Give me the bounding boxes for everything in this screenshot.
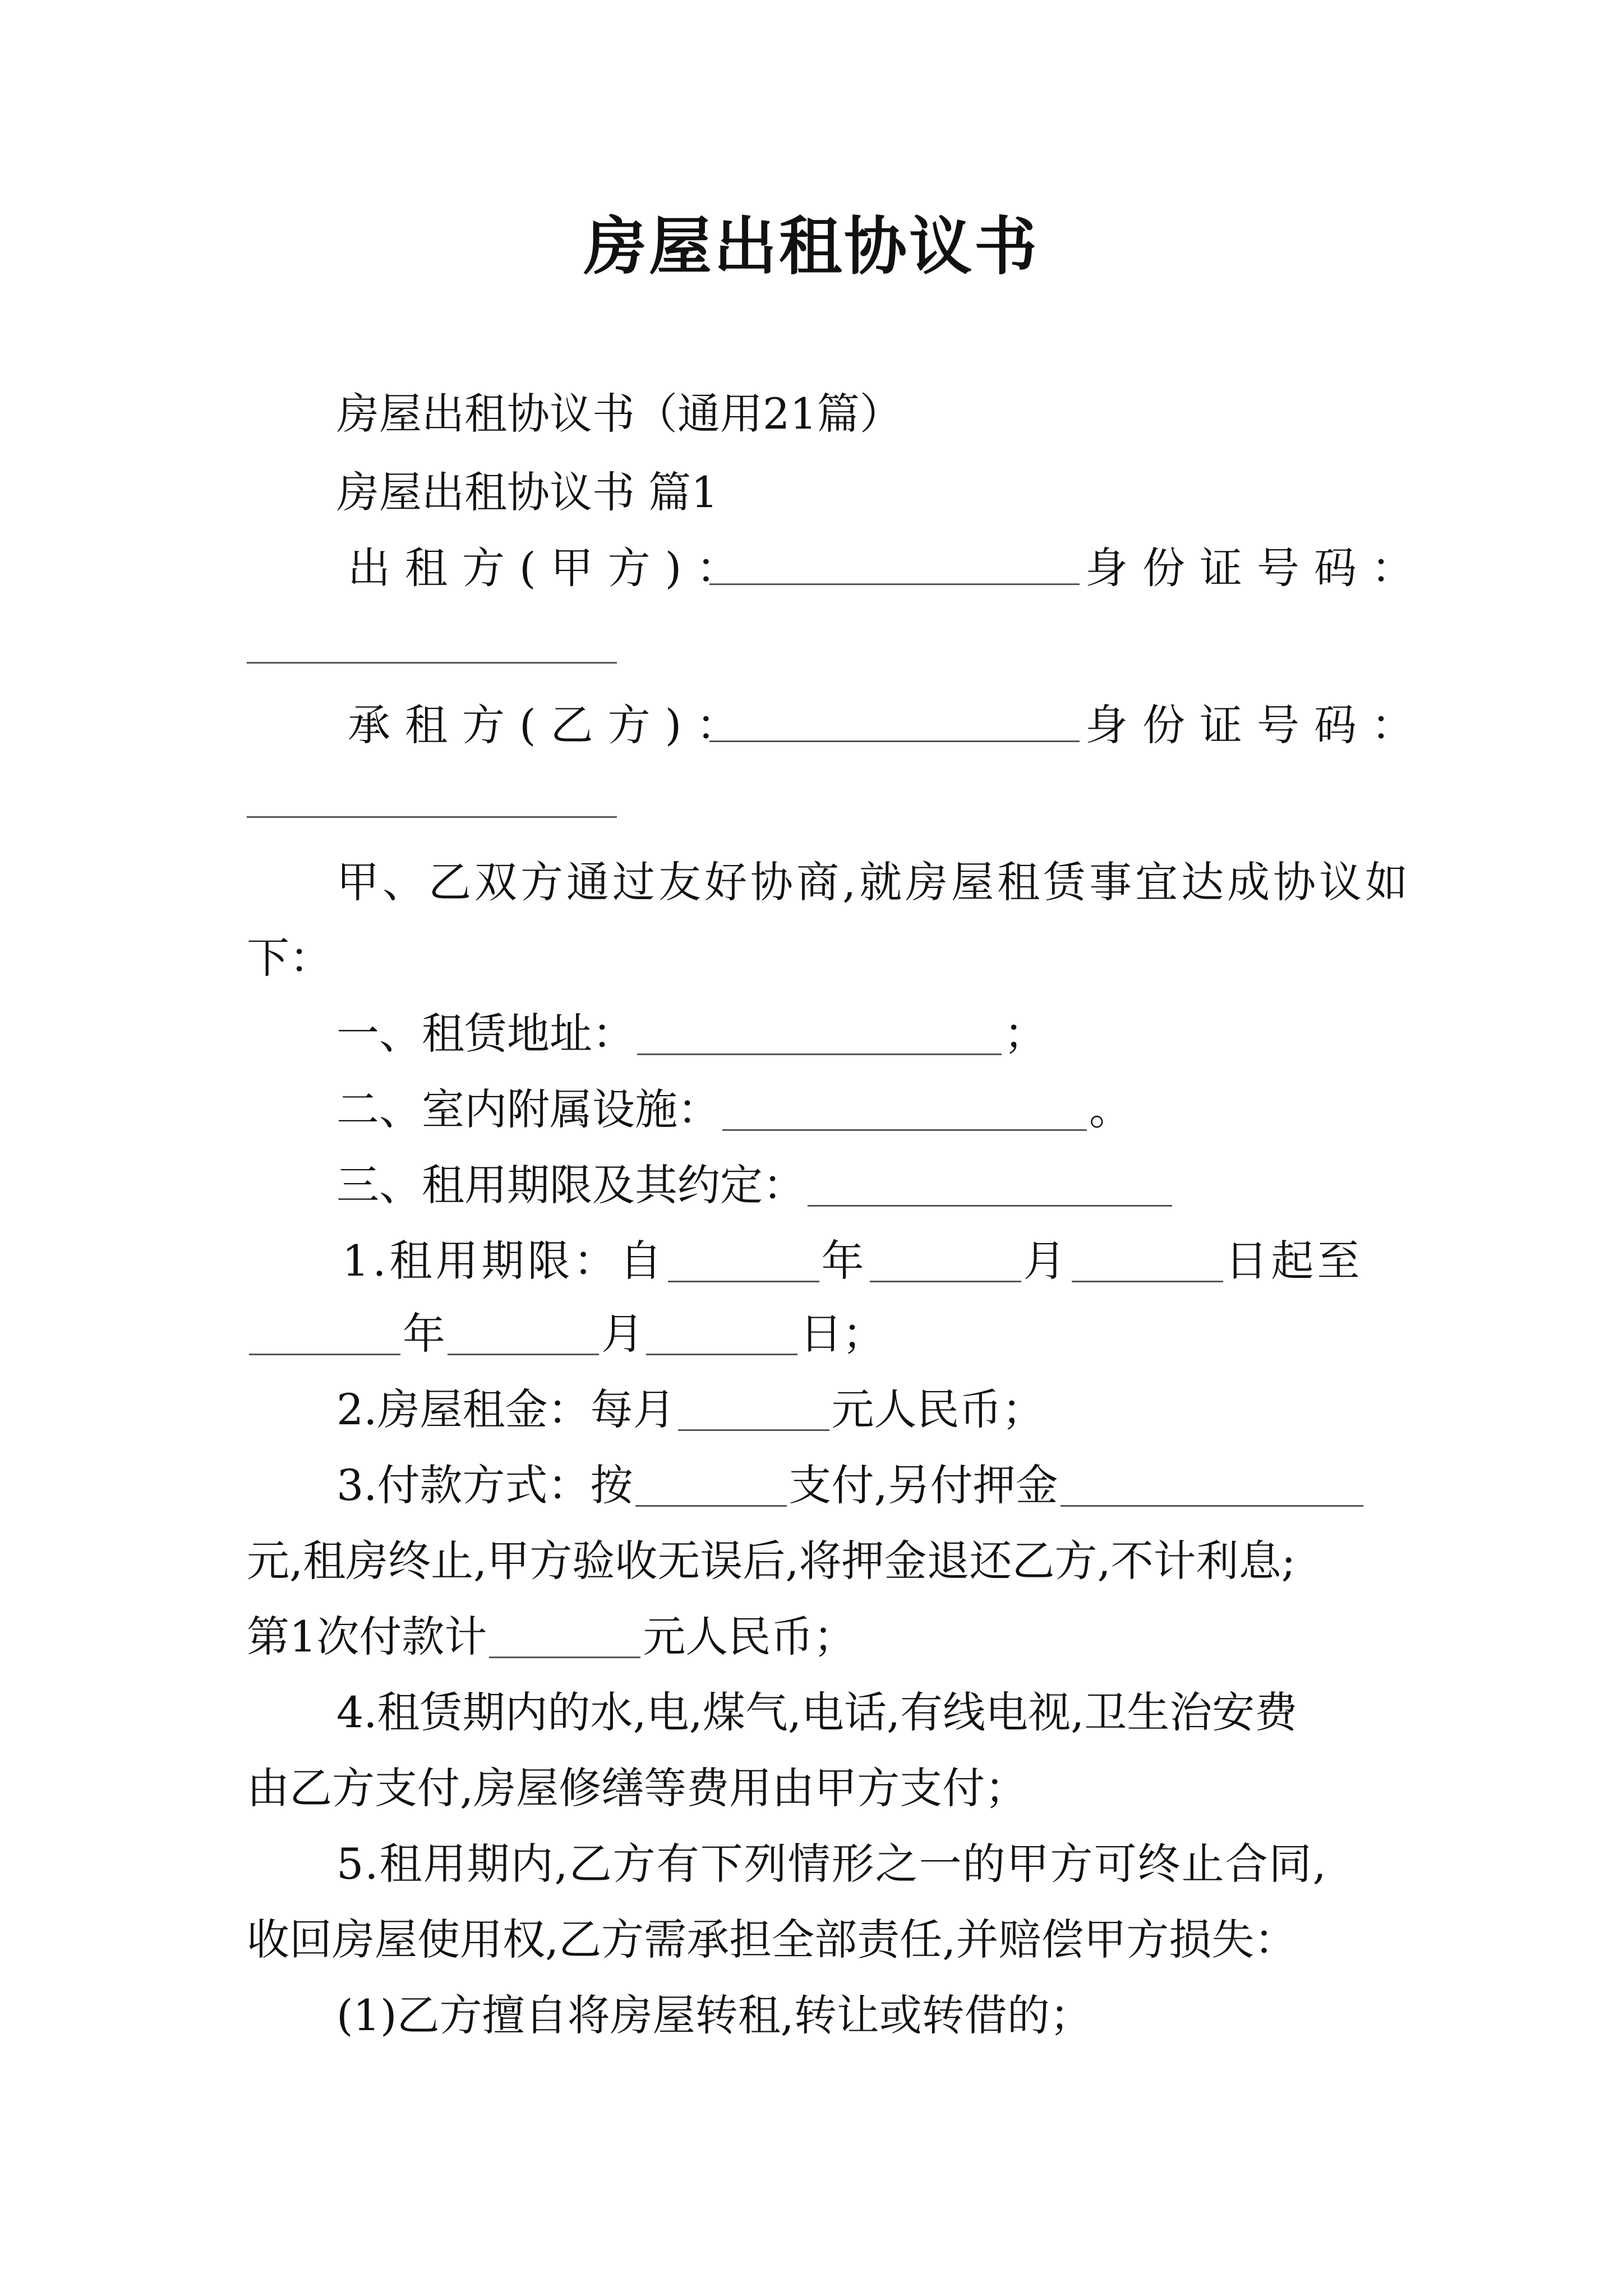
first-payment-unit: 元人民币；	[643, 1612, 856, 1662]
payment-line-1	[336, 1460, 1366, 1510]
end-month-blank	[448, 1314, 599, 1355]
start-year-blank	[668, 1241, 819, 1282]
lessor-id-label: 身份证号码：	[1085, 543, 1428, 593]
item-facilities	[336, 1084, 1132, 1134]
item-term-label: 三、租用期限及其约定：	[336, 1160, 805, 1210]
year2-text: 年	[403, 1309, 445, 1359]
document-subtitle: 房屋出租协议书（通用21篇）	[336, 389, 902, 439]
start-month-blank	[870, 1241, 1021, 1282]
lessor-name-blank	[709, 583, 1080, 585]
rent-line	[336, 1384, 1045, 1434]
start-day-blank	[1072, 1241, 1223, 1282]
item-address	[336, 1009, 1046, 1059]
lessor-label: 出租方(甲方)：	[348, 543, 754, 593]
deposit-blank	[1061, 1466, 1363, 1507]
lessee-id-blank	[247, 816, 617, 818]
month2-text: 月	[601, 1309, 644, 1359]
lessee-id-label: 身份证号码：	[1085, 700, 1428, 750]
facilities-blank	[722, 1090, 1087, 1131]
first-payment-label: 第1次付款计	[247, 1612, 487, 1662]
rent-unit: 元人民币；	[831, 1384, 1045, 1434]
lessee-name-blank	[709, 740, 1080, 742]
item-term	[336, 1160, 1174, 1210]
month-text: 月	[1023, 1236, 1069, 1286]
item-facilities-end: 。	[1089, 1084, 1132, 1134]
payment-line-2: 元,租房终止,甲方验收无误后,将押金退还乙方,不计利息;	[247, 1536, 1296, 1586]
first-payment-blank	[489, 1617, 640, 1658]
section-heading: 房屋出租协议书 篇1	[336, 467, 718, 517]
termination-line-1: 5.租用期内,乙方有下列情形之一的甲方可终止合同,	[336, 1839, 1327, 1889]
rent-label: 2.房屋租金：每月	[336, 1384, 676, 1434]
lessor-id-blank	[247, 662, 617, 664]
year-text: 年	[821, 1236, 868, 1286]
payment-line-3	[247, 1612, 856, 1662]
fees-line-2: 由乙方支付,房屋修缮等费用由甲方支付；	[247, 1763, 1028, 1813]
item-address-end: ；	[1004, 1009, 1046, 1059]
termination-item-1: (1)乙方擅自将房屋转租,转让或转借的；	[336, 1990, 1092, 2040]
document-title: 房屋出租协议书	[584, 210, 1039, 283]
end-year-blank	[249, 1314, 400, 1355]
term-line-2	[247, 1309, 885, 1359]
end-day-blank	[646, 1314, 797, 1355]
address-blank	[637, 1014, 1002, 1055]
intro-line-2: 下：	[247, 933, 332, 983]
day-from-text: 日起至	[1225, 1236, 1363, 1286]
payment-pay-text: 支付,另付押金	[789, 1460, 1058, 1510]
lessee-label: 承租方(乙方)：	[348, 700, 754, 750]
termination-line-2: 收回房屋使用权,乙方需承担全部责任,并赔偿甲方损失：	[247, 1915, 1297, 1964]
day2-text: 日；	[800, 1309, 885, 1359]
term-label: 1.租用期限：自	[342, 1236, 666, 1286]
payment-label: 3.付款方式：按	[336, 1460, 633, 1510]
rent-blank	[678, 1390, 829, 1431]
intro-line-1: 甲、乙双方通过友好协商,就房屋租赁事宜达成协议如	[336, 857, 1412, 907]
fees-line-1: 4.租赁期内的水,电,煤气,电话,有线电视,卫生治安费	[336, 1687, 1298, 1737]
term-line-1	[342, 1236, 1363, 1286]
term-blank	[808, 1166, 1172, 1207]
item-facilities-label: 二、室内附属设施：	[336, 1084, 720, 1134]
item-address-label: 一、租赁地址：	[336, 1009, 635, 1059]
payment-method-blank	[635, 1466, 787, 1507]
